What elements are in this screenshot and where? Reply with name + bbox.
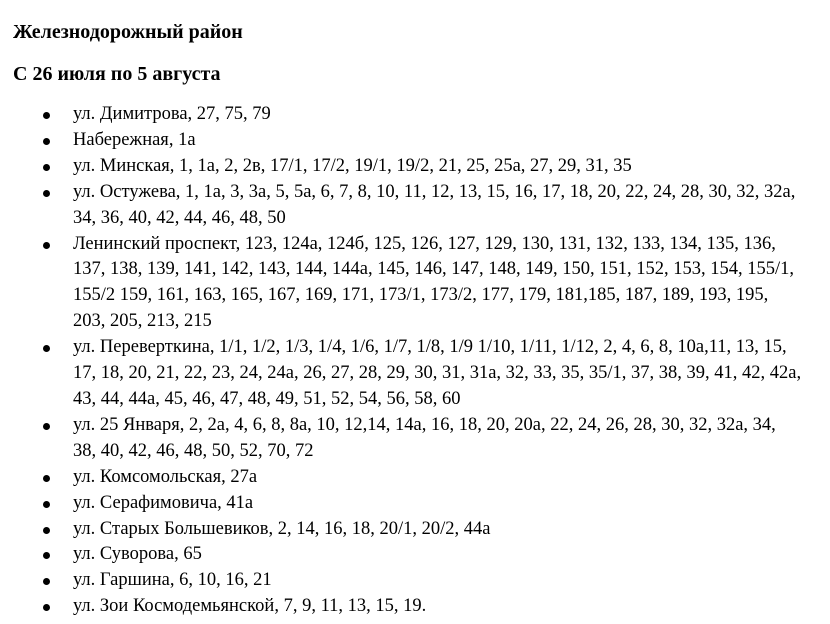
- street-text: ул. Комсомольская, 27а: [73, 466, 258, 487]
- list-item: [73, 542, 803, 568]
- street-text: ул. Переверткина, 1/1, 1/2, 1/3, 1/4, 1/6, 1/7, 1/8, 1/9 1/10, 1/11, 1/12, 2, 4, 6, 8, 10а,11, 13, 15, 17, 18, 20, 21, 22, 23, 24, 24а, 26, 27, 28, 29, 30, 31, 31а, 32, 33, 35, 35/1, 37, 38, 39, 41, 42, 42а, 43, 44, 44а, 45, 46, 47, 48, 49, 51, 52, 54, 56, 58, 60: [73, 337, 802, 409]
- district-title: Железнодорожный район: [13, 21, 243, 43]
- period-title: С 26 июля по 5 августа: [13, 63, 221, 85]
- bullet-icon: [43, 578, 50, 585]
- bullet-icon: [43, 190, 50, 197]
- list-item: [73, 232, 803, 336]
- list-item: [73, 568, 803, 594]
- list-item: [73, 517, 803, 543]
- list-item: [73, 154, 803, 180]
- list-item: [73, 413, 803, 465]
- street-text: ул. Старых Большевиков, 2, 14, 16, 18, 20/1, 20/2, 44а: [73, 518, 491, 539]
- bullet-icon: [43, 138, 50, 145]
- street-text: ул. Суворова, 65: [73, 544, 202, 565]
- street-text: ул. Остужева, 1, 1а, 3, 3а, 5, 5а, 6, 7, 8, 10, 11, 12, 13, 15, 16, 17, 18, 20, 22, 24, 28, 30, 32, 32а, 34, 36, 40, 42, 44, 46, 48, 50: [73, 181, 796, 228]
- list-item: [73, 465, 803, 491]
- list-item: [73, 335, 803, 413]
- list-item: [73, 128, 803, 154]
- list-item: [73, 491, 803, 517]
- bullet-icon: [43, 604, 50, 611]
- bullet-icon: [43, 112, 50, 119]
- street-text: Ленинский проспект, 123, 124а, 124б, 125, 126, 127, 129, 130, 131, 132, 133, 134, 135, 136, 137, 138, 139, 141, 142, 143, 144, 144а, 145, 146, 147, 148, 149, 150, 151, 152, 153, 154, 155/1, 155/2 159, 161, 163, 165, 167, 169, 171, 173/1, 173/2, 177, 179, 181,185, 187, 189, 193, 195, 203, 205, 213, 215: [73, 233, 794, 332]
- street-text: ул. 25 Января, 2, 2а, 4, 6, 8, 8а, 10, 12,14, 14а, 16, 18, 20, 20а, 22, 24, 26, 28, 30, 32, 32а, 34, 38, 40, 42, 46, 48, 50, 52, 70, 72: [73, 414, 776, 461]
- street-text: ул. Минская, 1, 1а, 2, 2в, 17/1, 17/2, 19/1, 19/2, 21, 25, 25а, 27, 29, 31, 35: [73, 155, 632, 176]
- bullet-icon: [43, 164, 50, 171]
- bullet-icon: [43, 423, 50, 430]
- list-item: [73, 102, 803, 128]
- bullet-icon: [43, 345, 50, 352]
- street-text: Набережная, 1а: [73, 129, 196, 150]
- bullet-icon: [43, 475, 50, 482]
- bullet-icon: [43, 501, 50, 508]
- street-list: [0, 102, 803, 620]
- bullet-icon: [43, 552, 50, 559]
- list-item: [73, 180, 803, 232]
- street-text: ул. Гаршина, 6, 10, 16, 21: [73, 570, 272, 591]
- bullet-icon: [43, 242, 50, 249]
- street-text: ул. Серафимовича, 41а: [73, 492, 254, 513]
- street-text: ул. Зои Космодемьянской, 7, 9, 11, 13, 15, 19.: [73, 596, 427, 617]
- list-item: [73, 594, 803, 620]
- street-text: ул. Димитрова, 27, 75, 79: [73, 104, 271, 124]
- bullet-icon: [43, 527, 50, 534]
